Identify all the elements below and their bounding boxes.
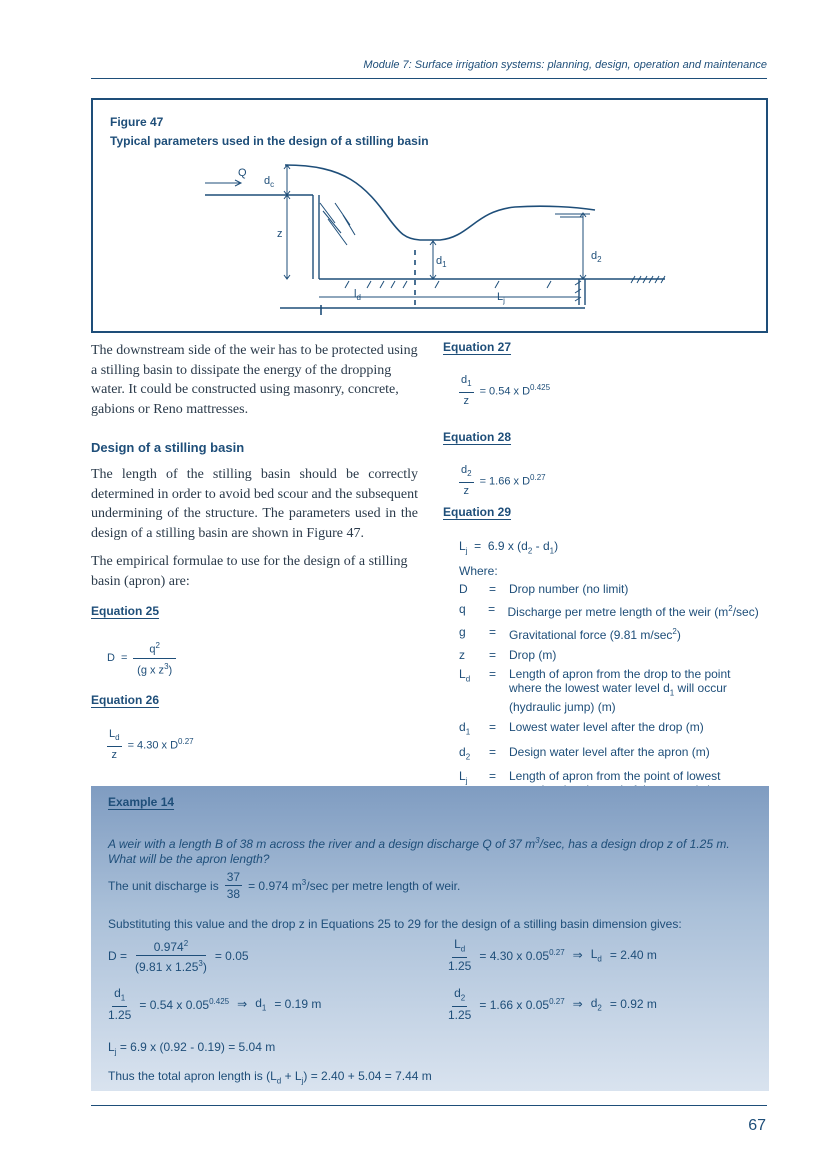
label-lj: $L_j$ <box>497 291 505 306</box>
example-label: Example 14 <box>108 795 175 809</box>
equation-25: D = $\frac{q^2}{(g x z^3)}$ <box>107 639 176 677</box>
section-heading: Design of a stilling basin <box>91 440 245 455</box>
running-header: Module 7: Surface irrigation systems: planning, design, operation and maintenance <box>363 59 767 71</box>
water-surface <box>285 165 595 240</box>
equation-28-label: Equation 28 <box>443 430 512 444</box>
def-row: D = Drop number (no limit) <box>459 582 629 596</box>
example-question: A weir with a length B of 38 m across the river and a design discharge Q of 37 $m^3/\sec$, has a design drop z of 1.25 m. What will be the apron length? <box>108 836 730 866</box>
equation-29: $L_j = 6.9$ x $(d_2 - d_1)$ <box>459 539 559 556</box>
equation-29-label: Equation 29 <box>443 505 512 519</box>
label-q: Q <box>238 167 247 179</box>
equation-27-label: Equation 27 <box>443 340 512 354</box>
page-number: 67 <box>748 1117 766 1134</box>
d2-result: $\frac{d_2}{1.25}$ = 1.66 x $0.05^{0.27}$ ⇒ $d_2$ = 0.92 m <box>448 986 657 1023</box>
d1-result: $\frac{d_1}{1.25}$ = 0.54 x $0.05^{0.425}$ ⇒ $d_1$ = 0.19 m <box>108 986 322 1023</box>
label-d1: $d_1$ <box>436 255 447 270</box>
footer-rule <box>91 1105 767 1106</box>
paragraph-1: The length of the stilling basin should be correctly determined in order to avoid bed scour and the subsequent undermining of the structure. The parameters used in the design of a stilling basin are shown in Figure 47. <box>91 467 418 541</box>
def-row: $L_j$ = Length of apron from the point of lowest <box>459 769 721 786</box>
equation-26-label: Equation 26 <box>91 693 160 707</box>
figure-number: Figure 47 <box>110 115 164 129</box>
label-z: z <box>277 228 283 240</box>
where-label: Where: <box>459 564 498 578</box>
equation-25-label: Equation 25 <box>91 604 160 618</box>
equation-26: $\frac{L_d}{z}$ = 4.30 x $D^{0.27}$ <box>109 728 194 762</box>
def-row: $d_1$ = Lowest water level after the drop (m) <box>459 720 704 737</box>
def-row: $d_2$ = Design water level after the apron (m) <box>459 744 710 762</box>
intro-paragraph: The downstream side of the weir has to be protected using a stilling basin to dissipate the energy of the dropping water. It could be constructed using masonry, concrete, gabions or Reno mattresses. <box>91 343 418 417</box>
d-result: D = $\frac{0.974^2}{(9.81 x 1.25^3)}$ = 0.05 <box>108 939 249 974</box>
def-row: $L_d$ = Length of apron from the drop to the point where the lowest water level $d_1$ will occur (hydraulic jump) (m) <box>459 667 731 715</box>
def-row: g = Gravitational force (9.81 $m/\sec^2$) <box>459 625 681 642</box>
definitions-list <box>459 582 779 797</box>
total-apron-length: Thus the total apron length is $(L_d + L_j) = 2.40 + 5.04 = 7.44$ m <box>108 1069 432 1086</box>
lj-result: $L_j = 6.9$ x (0.92 - 0.19) = 5.04 m <box>108 1040 276 1057</box>
paragraph-2: The empirical formulae to use for the design of a stilling basin (apron) are: <box>91 554 408 589</box>
equation-27: $\frac{d_1}{z}$ = 0.54 x $D^{0.425}$ <box>461 374 551 408</box>
ld-result: $\frac{L_d}{1.25}$ = 4.30 x $0.05^{0.27}$ ⇒ $L_d$ = 2.40 m <box>448 937 657 974</box>
label-ld: $l_d$ <box>354 288 361 303</box>
equation-28: $\frac{d_2}{z}$ = 1.66 x $D^{0.27}$ <box>461 464 546 498</box>
figure-title: Typical parameters used in the design of a stilling basin <box>110 134 429 148</box>
header-rule <box>91 78 767 79</box>
def-row: q = Discharge per metre length of the weir $(m^2/\sec)$ <box>459 602 759 619</box>
label-dc: $d_c$ <box>264 175 275 190</box>
unit-discharge-line: The unit discharge is $\frac{37}{38}$ = 0.974 $m^3/\sec$ per metre length of weir. <box>108 870 461 901</box>
label-d2: $d_2$ <box>591 250 602 265</box>
substitution-text: Substituting this value and the drop z in Equations 25 to 29 for the design of a stilling basin dimension gives: <box>108 917 682 931</box>
def-row: z = Drop (m) <box>459 648 557 662</box>
